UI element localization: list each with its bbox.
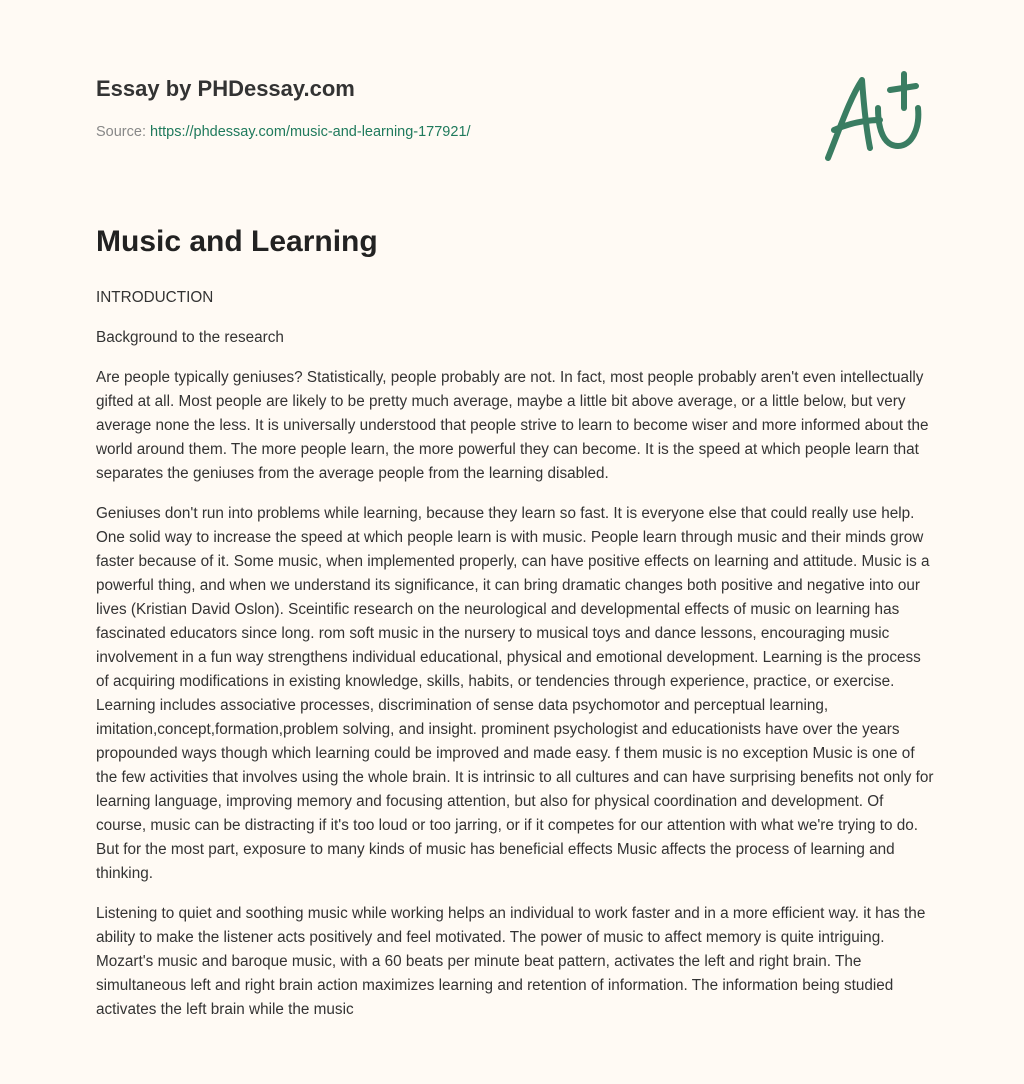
section-heading: INTRODUCTION xyxy=(96,289,214,306)
essay-title: Music and Learning xyxy=(96,225,378,258)
source-label: Source: xyxy=(96,124,146,140)
a-plus-logo-icon xyxy=(820,68,930,168)
subsection-heading: Background to the research xyxy=(96,329,284,346)
source-link[interactable]: https://phdessay.com/music-and-learning-177921/ xyxy=(150,124,471,140)
paragraph: Are people typically geniuses? Statistically, people probably are not. In fact, most people probably aren't even intellectually gifted at all. Most people are likely to be pretty much average, maybe a little bit above average, or a little below, but very average none the less. It is universally understood that people strive to learn to become wiser and more informed about the world around them. The more people learn, the more powerful they can become. It is the speed at which people learn that separates the geniuses from the average people from the learning disabled. xyxy=(96,369,929,482)
paragraph: Geniuses don't run into problems while learning, because they learn so fast. It is everyone else that could really use help. One solid way to increase the speed at which people learn is with music. People learn through music and their minds grow faster because of it. Some music, when implemented properly, can have positive effects on learning and attitude. Music is a powerful thing, and when we understand its significance, it can bring dramatic changes both positive and negative into our lives (Kristian David Oslon). Sceintific research on the neurological and developmental effects of music on learning has fascinated educators since long. rom soft music in the nursery to musical toys and dance lessons, encouraging music involvement in a fun way strengthens individual educational, physical and emotional development. Learning is the process of acquiring modifications in existing knowledge, skills, habits, or tendencies through experience, practice, or exercise. Learning includes associative processes, discrimination of sense data psychomotor and perceptual learning, imitation,concept,formation,problem solving, and insight. prominent psychologist and educationists have over the years propounded ways though which learning could be improved and made easy. f them music is no exception Music is one of the few activities that involves using the whole brain. It is intrinsic to all cultures and can have surprising benefits not only for learning language, improving memory and focusing attention, but also for physical coordination and development. Of course, music can be distracting if it's too loud or too jarring, or if it competes for our attention with what we're trying to do. But for the most part, exposure to many kinds of music has beneficial effects Music affects the process of learning and thinking. xyxy=(96,505,934,882)
essay-body xyxy=(96,286,936,1038)
brand-title: Essay by PHDessay.com xyxy=(96,76,355,101)
source-line xyxy=(96,124,471,140)
paragraph: Listening to quiet and soothing music while working helps an individual to work faster and in a more efficient way. it has the ability to make the listener acts positively and feel motivated. The power of music to affect memory is quite intriguing. Mozart's music and baroque music, with a 60 beats per minute beat pattern, activates the left and right brain. The simultaneous left and right brain action maximizes learning and retention of information. The information being studied activates the left brain while the music xyxy=(96,905,926,1018)
